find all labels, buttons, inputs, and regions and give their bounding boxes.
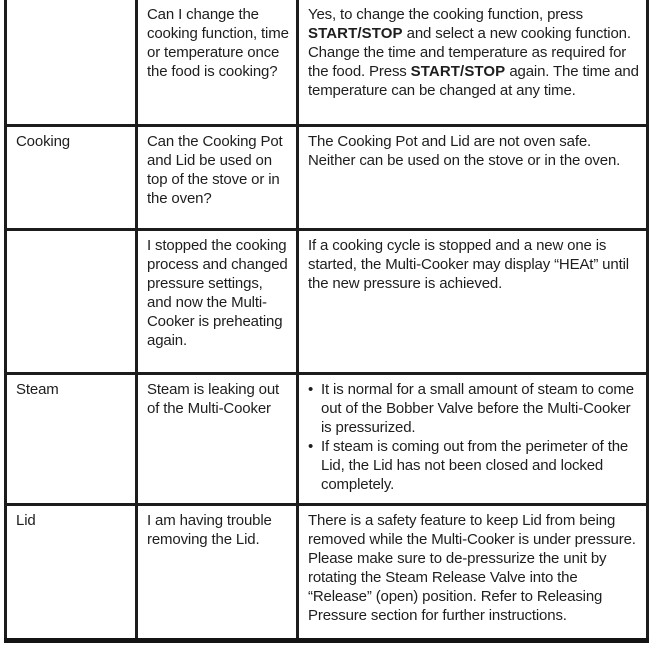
answer-bold-text: START/STOP — [308, 25, 403, 42]
category-cell — [6, 504, 137, 640]
table-row — [6, 373, 648, 504]
answer-paragraph — [308, 132, 640, 170]
answer-cell — [298, 373, 648, 504]
question-text: Steam is leaking out of the Multi-Cooker — [147, 380, 280, 417]
category-cell — [6, 373, 137, 504]
bullet-text — [321, 437, 640, 494]
bullet-item — [308, 380, 640, 437]
answer-text: If a cooking cycle is stopped and a new one is started, the Multi-Cooker may display “HEAt” until the new pressure is achieved. — [308, 236, 629, 292]
answer-text: It is normal for a small amount of steam to come out of the Bobber Valve before the Multi-Cooker is pressurized. — [321, 380, 634, 436]
faq-table-body — [6, 0, 648, 640]
bullet-text — [321, 380, 640, 437]
table-row — [6, 504, 648, 640]
answer-text: There is a safety feature to keep Lid from being removed while the Multi-Cooker is under pressure. Please make sure to de-pressurize the unit by rotating the Steam Release Valve into the “Release” (open) position. Refer to Releasing Pressure section for further instructions. — [308, 511, 636, 624]
question-text: I stopped the cooking process and changed pressure settings, and now the Multi-Cooker is preheating again. — [147, 236, 288, 349]
question-text: Can I change the cooking function, time or temperature once the food is cooking? — [147, 6, 289, 80]
bullet-icon: • — [308, 437, 314, 455]
answer-text: Yes, to change the cooking function, press — [308, 6, 584, 23]
answer-paragraph — [308, 511, 640, 625]
table-row — [6, 0, 648, 125]
question-cell — [137, 0, 298, 125]
category-label: Lid — [16, 511, 36, 529]
question-text: Can the Cooking Pot and Lid be used on top of the stove or in the oven? — [147, 132, 283, 207]
question-cell — [137, 229, 298, 373]
answer-text: again. The time and temperature can be changed at any time. — [308, 63, 639, 99]
question-cell — [137, 373, 298, 504]
category-cell — [6, 229, 137, 373]
answer-paragraph — [308, 236, 640, 293]
answer-cell — [298, 125, 648, 229]
category-label: Cooking — [16, 132, 70, 150]
category-label: Steam — [16, 380, 59, 398]
answer-cell — [298, 229, 648, 373]
category-cell — [6, 125, 137, 229]
answer-text: and select a new cooking function. Change the time and temperature as required for the food. Press — [308, 25, 631, 80]
question-cell — [137, 504, 298, 640]
question-cell — [137, 125, 298, 229]
answer-text: If steam is coming out from the perimeter of the Lid, the Lid has not been closed and locked completely. — [321, 437, 629, 493]
answer-cell — [298, 0, 648, 125]
table-row — [6, 229, 648, 373]
answer-paragraph — [308, 5, 640, 100]
question-text: I am having trouble removing the Lid. — [147, 511, 272, 548]
answer-cell — [298, 504, 648, 640]
answer-text: The Cooking Pot and Lid are not oven safe. Neither can be used on the stove or in the oven. — [308, 132, 621, 169]
category-cell — [6, 0, 137, 125]
table-row — [6, 125, 648, 229]
answer-bold-text: START/STOP — [410, 63, 506, 80]
faq-table — [4, 0, 649, 643]
bullet-icon: • — [308, 380, 314, 398]
bullet-item — [308, 437, 640, 494]
